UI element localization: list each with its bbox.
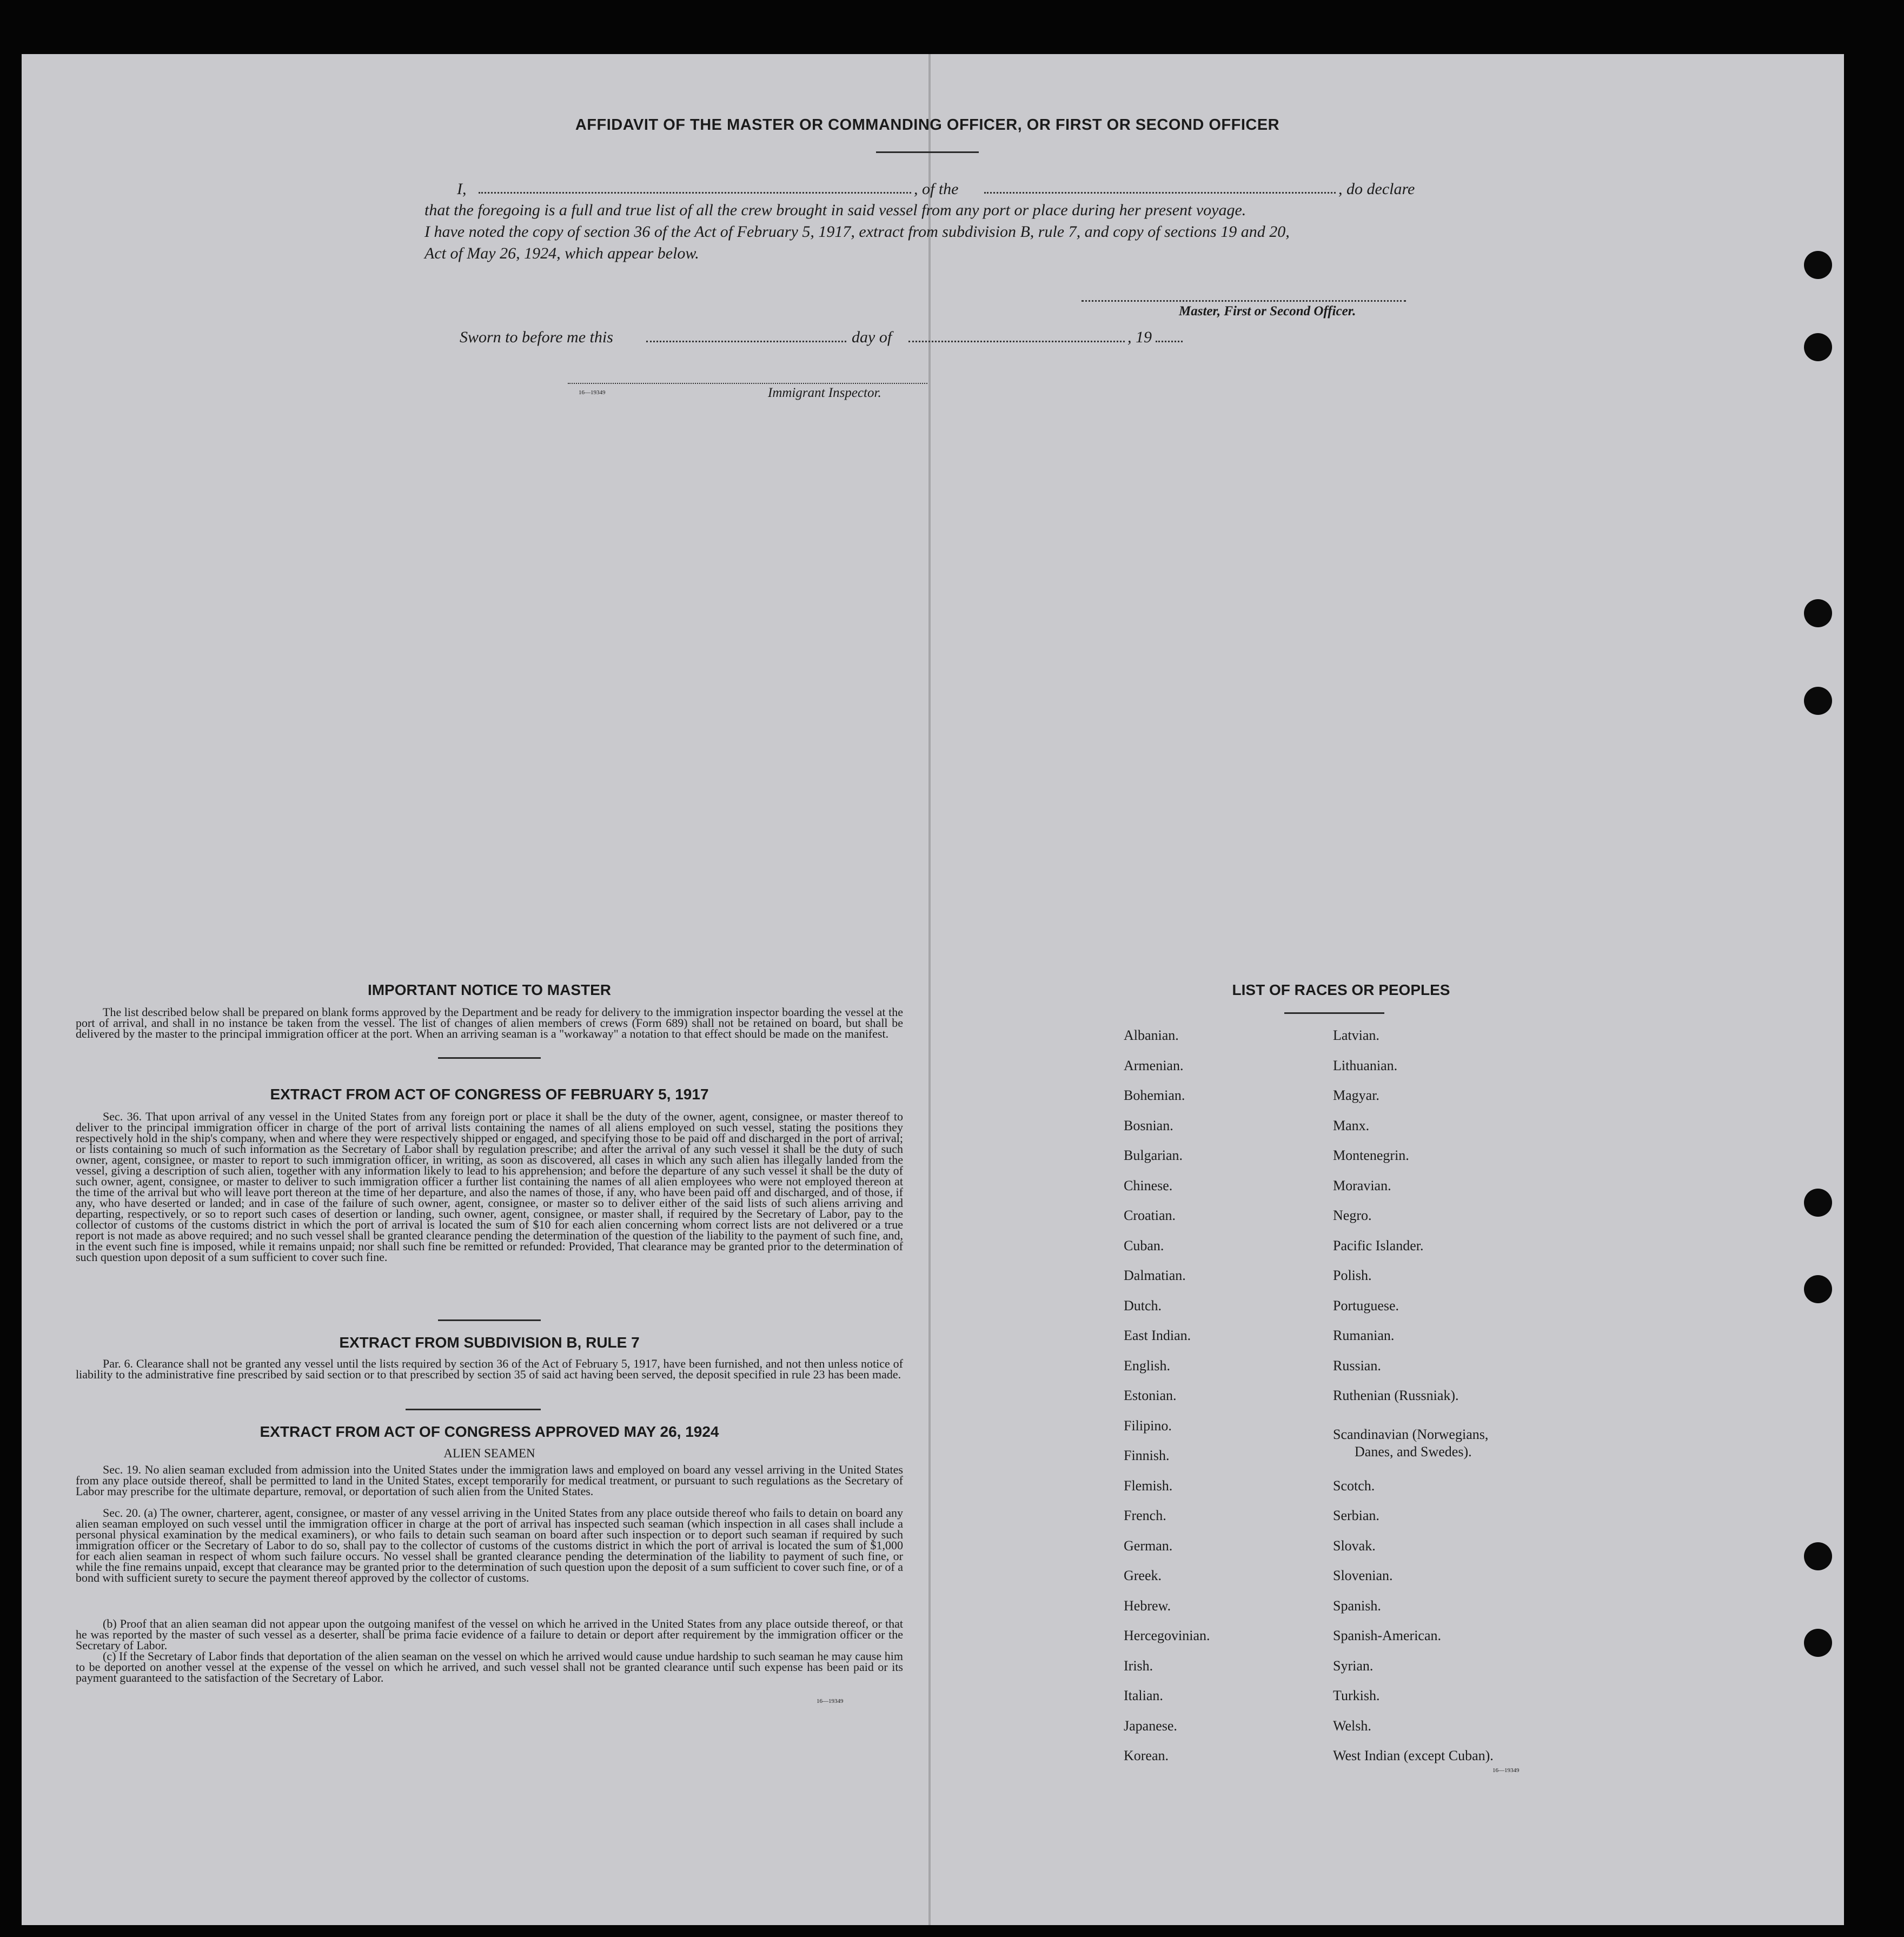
center-fold <box>928 54 931 1925</box>
race-right: Ruthenian (Russniak). <box>1333 1388 1459 1403</box>
races-title-rule <box>1284 1012 1384 1014</box>
extract3-title: EXTRACT FROM ACT OF CONGRESS APPROVED MAY 26, 1924 <box>260 1423 719 1440</box>
punch-hole <box>1804 1275 1832 1303</box>
sec20a-text: Sec. 20. (a) The owner, charterer, agent, consignee, or master of any vessel arriving in the United States from any place outside thereof who fails to detain on board any alien seaman employed on such vessel until the immigration officer in charge at the port of arrival has inspected such seaman (which inspection in all cases shall include a personal physical examination by the medical examiners), or who fails to detain such seaman on board after such inspection or to deport such seaman if required by such immigration officer or the Secretary of Labor to do so, shall pay to the collector of customs of the customs district in which the port of arrival is located the sum of $1,000 for each alien seaman in respect of whom such failure occurs. No vessel shall be granted clearance pending the determination of the liability to payment of such fine, or while the fine remains unpaid, except that clearance may be granted prior to the determination of such question upon the deposit of a sum sufficient to cover such fine, or of a bond with sufficient surety to secure the payment thereof approved by the collector of customs. <box>76 1506 903 1584</box>
race-left: East Indian. <box>1124 1328 1191 1343</box>
race-right: Rumanian. <box>1333 1328 1395 1343</box>
race-right: Serbian. <box>1333 1508 1379 1523</box>
notice-title: IMPORTANT NOTICE TO MASTER <box>367 981 612 998</box>
affidavit-form-number: 16—19349 <box>579 389 606 396</box>
notice-rule <box>438 1057 541 1059</box>
race-right: Syrian. <box>1333 1658 1374 1674</box>
race-left: Bulgarian. <box>1124 1147 1183 1163</box>
sec20b-text: (b) Proof that an alien seaman did not appear upon the outgoing manifest of the vessel on which he arrived in the United States from any place outside thereof, or that he was reported by the master of such vessel as a deserter, shall be prima facie evidence of a failure to detain or deport after requirement by the immigration officer or the Secretary of Labor. <box>76 1617 903 1652</box>
affidavit-title: AFFIDAVIT OF THE MASTER OR COMMANDING OFFICER, OR FIRST OR SECOND OFFICER <box>575 116 1280 134</box>
affidavit-line-2: that the foregoing is a full and true list of all the crew brought in said vessel from any port or place during her present voyage. <box>424 201 1246 219</box>
name-blank[interactable] <box>479 192 911 194</box>
race-right: West Indian (except Cuban). <box>1333 1748 1494 1763</box>
punch-hole <box>1804 1189 1832 1217</box>
race-right: Scandinavian (Norwegians, <box>1333 1427 1489 1442</box>
race-left: Finnish. <box>1124 1448 1170 1463</box>
extract1-rule <box>438 1319 541 1321</box>
vessel-blank[interactable] <box>984 192 1336 194</box>
race-left: Bosnian. <box>1124 1118 1173 1133</box>
inspector-label: Immigrant Inspector. <box>768 386 881 400</box>
race-left: Bohemian. <box>1124 1087 1185 1103</box>
race-left: Dutch. <box>1124 1298 1162 1314</box>
race-left: Japanese. <box>1124 1718 1177 1734</box>
race-right: Magyar. <box>1333 1087 1379 1103</box>
race-right: Lithuanian. <box>1333 1058 1398 1073</box>
race-left: Cuban. <box>1124 1238 1164 1253</box>
race-right: Pacific Islander. <box>1333 1238 1424 1253</box>
affidavit-title-rule <box>876 151 979 153</box>
sworn-day-blank[interactable] <box>646 341 846 342</box>
race-right: Spanish-American. <box>1333 1628 1442 1643</box>
punch-hole <box>1804 1629 1832 1657</box>
race-right: Manx. <box>1333 1118 1370 1133</box>
races-title: LIST OF RACES OR PEOPLES <box>1232 981 1450 998</box>
sworn-year-blank[interactable] <box>1156 341 1183 342</box>
sworn-label: Sworn to before me this <box>460 328 613 346</box>
punch-hole <box>1804 687 1832 715</box>
race-left: Estonian. <box>1124 1388 1177 1403</box>
race-right-continuation: Danes, and Swedes). <box>1355 1444 1472 1460</box>
affidavit-line-3: I have noted the copy of section 36 of the Act of February 5, 1917, extract from subdivision B, rule 7, and copy of sections 19 and 20, <box>424 223 1290 241</box>
sworn-dayof-label: day of <box>852 328 892 346</box>
race-left: French. <box>1124 1508 1166 1523</box>
race-right: Montenegrin. <box>1333 1147 1409 1163</box>
signature-blank[interactable] <box>1082 300 1406 302</box>
race-left: Irish. <box>1124 1658 1153 1674</box>
extract3-subtitle: ALIEN SEAMEN <box>443 1447 535 1460</box>
punch-hole <box>1804 599 1832 627</box>
races-form-number: 16—19349 <box>1492 1767 1520 1774</box>
punch-hole <box>1804 1542 1832 1570</box>
race-left: Chinese. <box>1124 1178 1173 1193</box>
race-right: Welsh. <box>1333 1718 1371 1734</box>
race-left: Hercegovinian. <box>1124 1628 1210 1643</box>
race-left: Korean. <box>1124 1748 1169 1763</box>
affidavit-declare-label: , do declare <box>1338 180 1415 198</box>
race-left: German. <box>1124 1538 1173 1554</box>
sworn-year-label: , 19 <box>1127 328 1152 346</box>
race-right: Latvian. <box>1333 1027 1379 1043</box>
affidavit-line-4: Act of May 26, 1924, which appear below. <box>424 244 699 262</box>
race-right: Russian. <box>1333 1358 1381 1374</box>
race-right: Scotch. <box>1333 1478 1375 1494</box>
race-right: Polish. <box>1333 1268 1372 1283</box>
notice-text: The list described below shall be prepared on blank forms approved by the Department and be ready for delivery to the immigration inspector boarding the vessel at the port of arrival, and shall in no instance be taken from the vessel. The list of changes of alien members of crews (Form 689) shall not be retained on board, but shall be delivered by the master to the principal immigration officer at the port. When an arriving seaman is a "workaway" a notation to that effect should be made on the manifest. <box>76 1005 903 1040</box>
sworn-month-blank[interactable] <box>908 341 1125 342</box>
document-page <box>22 54 1844 1925</box>
punch-hole <box>1804 251 1832 279</box>
race-left: English. <box>1124 1358 1170 1374</box>
race-left: Greek. <box>1124 1568 1162 1583</box>
sec20c-text: (c) If the Secretary of Labor finds that deportation of the alien seaman on the vessel on which he arrived would cause undue hardship to such seaman he may cause him to be deported on another vessel at the expense of the vessel on which he arrived, and such vessel shall not be granted clearance until such expense has been paid or its payment guaranteed to the satisfaction of the Secretary of Labor. <box>76 1649 903 1684</box>
extract1-title: EXTRACT FROM ACT OF CONGRESS OF FEBRUARY 5, 1917 <box>270 1086 709 1103</box>
race-right: Turkish. <box>1333 1688 1380 1703</box>
extract1-text: Sec. 36. That upon arrival of any vessel in the United States from any foreign port or place it shall be the duty of the owner, agent, consignee, or master thereof to deliver to the principal immigration officer in charge of the port of arrival lists containing the names of all aliens employed on such vessel, stating the positions they respectively hold in the ship's company, when and where they were respectively shipped or engaged, and specifying those to be paid off and discharged in the port of arrival; or lists containing so much of such information as the Secretary of Labor shall by regulation prescribe; and after the arrival of any such vessel it shall be the duty of such owner, agent, consignee, or master to report to such immigration officer, in writing, as soon as discovered, all cases in which any such alien has illegally landed from the vessel, giving a description of such alien, together with any information likely to lead to his apprehension; and before the departure of any such vessel it shall be the duty of such owner, agent, consignee, or master to deliver to such immigration officer a further list containing the names of all alien employees who were not employed thereon at the time of the arrival but who will leave port thereon at the time of her departure, and also the names of those, if any, who have been paid off and discharged, and of those, if any, who have deserted or landed; and in case of the failure of such owner, agent, consignee, or master so to deliver either of the said lists of such aliens arriving and departing, respectively, or so to report such cases of desertion or landing, such owner, agent, consignee, or master shall, if required by the Secretary of Labor, pay to the collector of customs of the customs district in which the port of arrival is located the sum of $10 for each alien concerning whom correct lists are not delivered or a true report is not made as above required; and no such vessel shall be granted clearance pending the determination of the question of the liability to the payment of such fine, and, in the event such fine is imposed, while it remains unpaid; nor shall such fine be remitted or refunded: Provided, That clearance may be granted prior to the determination of such question upon deposit of a sum sufficient to cover such fine. <box>76 1110 903 1264</box>
affidavit-of-label: , of the <box>914 180 959 198</box>
race-left: Dalmatian. <box>1124 1268 1186 1283</box>
race-left: Flemish. <box>1124 1478 1173 1494</box>
race-left: Italian. <box>1124 1688 1163 1703</box>
inspector-blank[interactable] <box>568 383 927 384</box>
punch-hole <box>1804 333 1832 361</box>
race-right: Spanish. <box>1333 1598 1381 1614</box>
affidavit-i-label: I, <box>457 180 467 198</box>
signature-label: Master, First or Second Officer. <box>1179 304 1356 319</box>
extract2-title: EXTRACT FROM SUBDIVISION B, RULE 7 <box>339 1334 640 1351</box>
race-right: Slovenian. <box>1333 1568 1393 1583</box>
race-left: Hebrew. <box>1124 1598 1171 1614</box>
sec19-text: Sec. 19. No alien seaman excluded from admission into the United States under the immigration laws and employed on board any vessel arriving in the United States from any place outside thereof, shall be permitted to land in the United States, except temporarily for medical treatment, or pursuant to such regulations as the Secretary of Labor may prescribe for the ultimate departure, removal, or deportation of such alien from the United States. <box>76 1463 903 1498</box>
race-right: Slovak. <box>1333 1538 1376 1554</box>
race-right: Moravian. <box>1333 1178 1391 1193</box>
race-right: Negro. <box>1333 1208 1372 1223</box>
extract2-rule <box>406 1409 541 1410</box>
notice-form-number: 16—19349 <box>817 1698 844 1704</box>
race-left: Armenian. <box>1124 1058 1184 1073</box>
race-left: Croatian. <box>1124 1208 1176 1223</box>
race-right: Portuguese. <box>1333 1298 1399 1314</box>
extract2-text: Par. 6. Clearance shall not be granted any vessel until the lists required by section 36 of the Act of February 5, 1917, have been furnished, and not then unless notice of liability to the administrative fine prescribed by said section or to that prescribed by section 35 of said act having been served, the deposit specified in rule 23 has been made. <box>76 1357 903 1381</box>
race-left: Albanian. <box>1124 1027 1179 1043</box>
race-left: Filipino. <box>1124 1418 1172 1434</box>
